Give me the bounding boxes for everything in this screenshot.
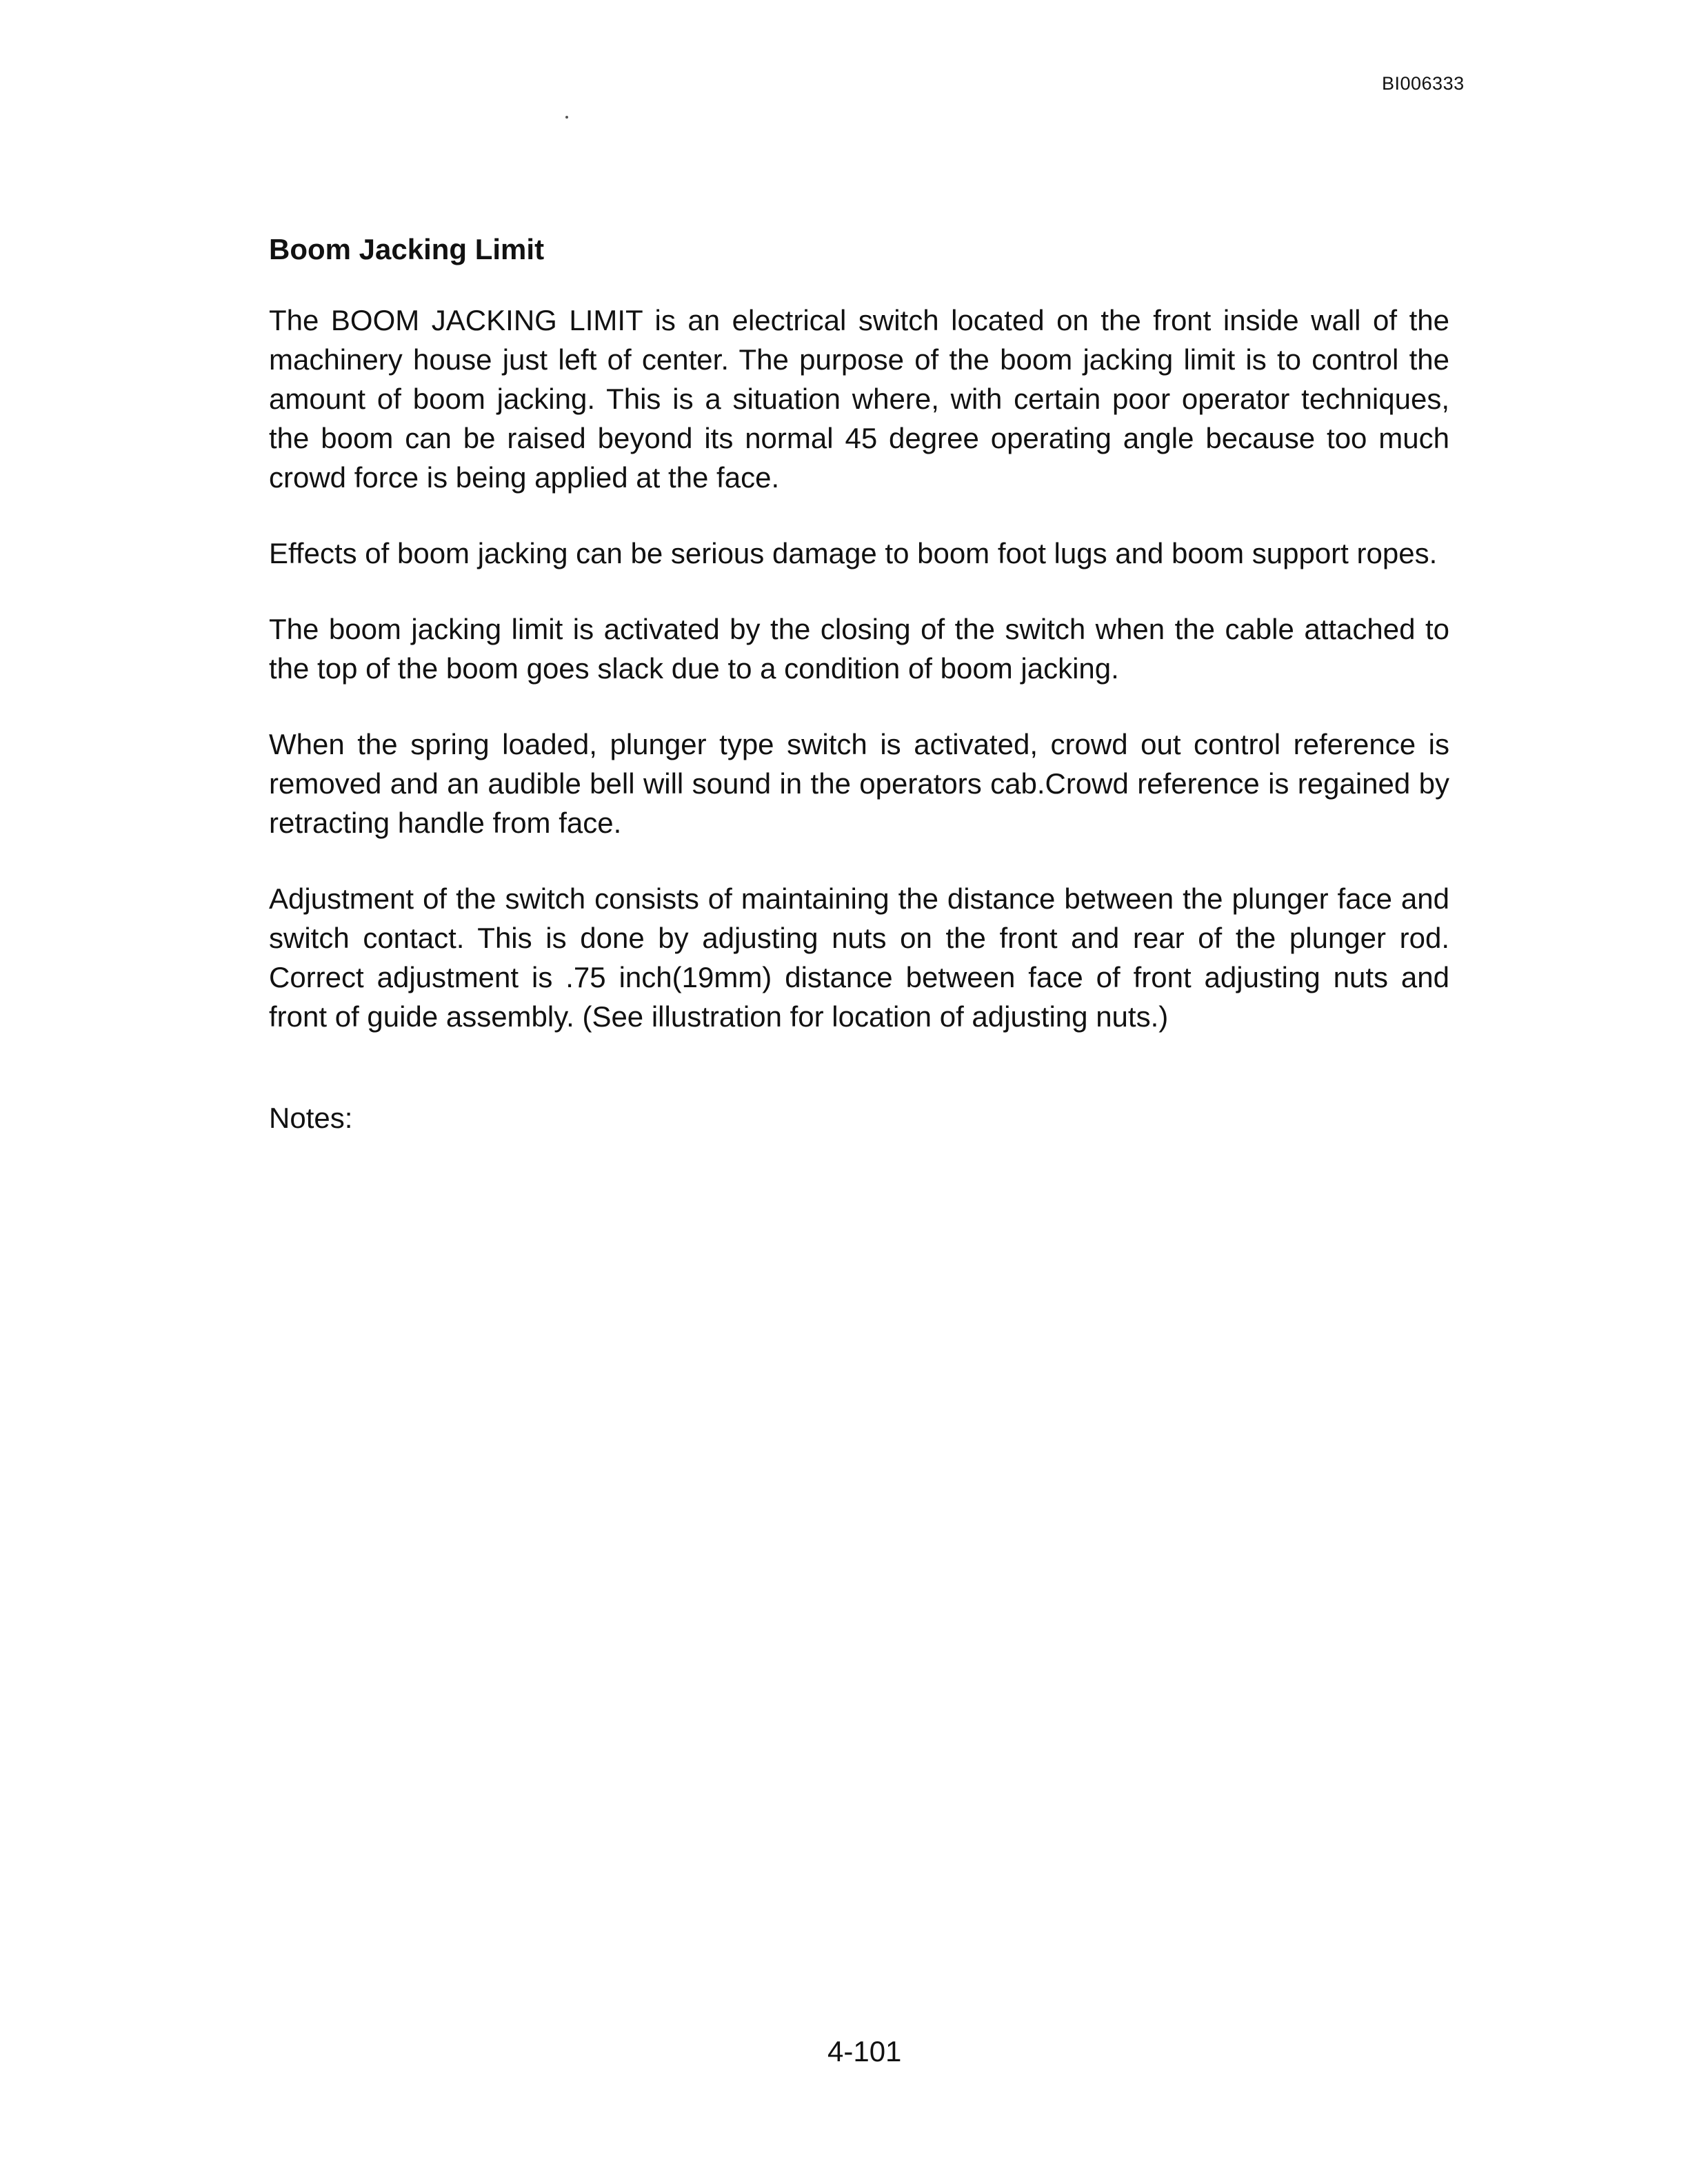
scan-speck: [565, 116, 568, 119]
paragraph-effects: Effects of boom jacking can be serious damage to boom foot lugs and boom support ropes.: [269, 537, 1438, 569]
paragraph-description: The BOOM JACKING LIMIT is an electrical switch located on the front inside wall of the machinery house just left of center. The purpose of the boom jacking limit is to control the amount of boom jacking. This is a situation where, with certain poor operator techniques, the boom can be raised beyond its normal 45 degree operating angle because too much crowd force is being applied at the face.: [269, 304, 1449, 494]
paragraph-switch-behavior: When the spring loaded, plunger type switch is activated, crowd out control reference is removed and an audible bell will sound in the operators cab.Crowd reference is regained by retracting handle from face.: [269, 728, 1449, 839]
page-number: 4-101: [827, 2035, 902, 2067]
paragraph-activation: The boom jacking limit is activated by the closing of the switch when the cable attached to the top of the boom goes slack due to a condition of boom jacking.: [269, 613, 1449, 685]
section-heading: Boom Jacking Limit: [269, 233, 545, 265]
paragraph-adjustment: Adjustment of the switch consists of maintaining the distance between the plunger face and switch contact. This is done by adjusting nuts on the front and rear of the plunger rod. Correct adjustment is .75 inch(19mm) distance between face of front adjusting nuts and front of guide assembly. (See illustration for location of adjusting nuts.): [269, 882, 1449, 1033]
document-body: [269, 230, 1449, 1138]
notes-label: Notes:: [269, 1102, 353, 1134]
document-id: BI006333: [1382, 73, 1465, 94]
